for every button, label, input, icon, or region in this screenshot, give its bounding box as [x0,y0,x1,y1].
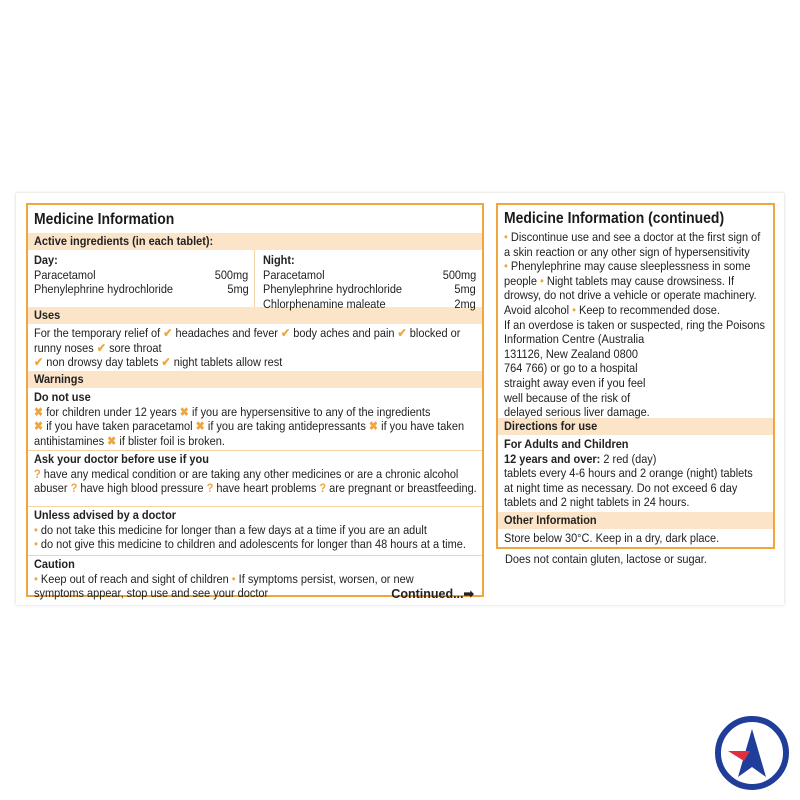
night-label: Night: [263,253,296,267]
ingredient-name: Paracetamol [263,267,326,282]
day-ingredients [28,250,255,307]
text-line: If an overdose is taken or suspected, ring the Poisons [504,317,765,332]
text-line: Information Centre (Australia [504,332,645,347]
warning-line: ✖ for children under 12 years ✖ if you are hypersensitive to any of the ingredients [34,404,431,419]
cross-icon: ✖ [34,419,44,434]
ingredient-name: Chlorphenamine maleate [263,296,387,311]
continued-label: Continued...➡ [391,586,474,601]
uses-line: ✔ non drowsy day tablets ✔ night tablets allow rest [34,355,283,370]
storage-text: Store below 30°C. Keep in a dry, dark place. [504,531,720,545]
cross-icon: ✖ [368,419,379,434]
tick-icon: ✔ [34,355,44,370]
ingredient-dose: 500mg [442,267,476,282]
warning-line: ✖ if you have taken paracetamol ✖ if you are taking antidepressants ✖ if you have taken [34,419,465,434]
ask-line: ? have any medical condition or are taking any other medicines or are a chronic alcohol [34,466,459,481]
caution-line: • Keep out of reach and sight of children • If symptoms persist, worsen, or new [34,571,414,586]
tick-icon: ✔ [397,326,407,340]
question-icon: ? [319,481,327,496]
uses-bar: Uses [28,307,482,324]
ingredient-dose: 5mg [454,282,476,297]
warnings-bar: Warnings [28,371,482,388]
text-line: tablets every 4-6 hours and 2 orange (night) tablets [504,466,753,481]
caution-heading: Caution [34,557,75,571]
unless-advised-section [28,506,482,555]
brand-logo-icon [714,715,790,791]
text-line: well because of the risk of [504,390,631,405]
unless-advised-heading: Unless advised by a doctor [34,508,177,522]
ask-line: abuser ? have high blood pressure ? have heart problems ? are pregnant or breastfeeding. [34,481,477,496]
text-line: tablets and 2 night tablets in 24 hours. [504,495,690,510]
text-line: people • Night tablets may cause drowsiness. If [504,273,735,288]
precautions-text [498,230,773,418]
text-line: • Discontinue use and see a doctor at the first sign of [504,230,761,244]
medicine-info-panel [26,203,484,601]
text-line: at night time as necessary. Do not exceed 6 day [504,480,738,495]
uses-line: For the temporary relief of ✔ headaches and fever ✔ body aches and pain ✔ blocked or [34,326,461,340]
night-ingredients [255,250,482,311]
unless-line: • do not take this medicine for longer than a few days at a time if you are an adult [34,522,427,537]
for-adults-heading: For Adults and Children [504,437,629,451]
tick-icon: ✔ [163,326,173,340]
unless-line: • do not give this medicine to children and adolescents for longer than 48 hours at a time. [34,537,466,552]
text-line: drowsy, do not drive a vehicle or operate machinery. [504,288,757,303]
other-info-section [498,529,773,546]
tick-icon: ✔ [96,340,107,355]
active-ingredients-bar: Active ingredients (in each tablet): [28,233,482,250]
uses-section [28,324,482,371]
continued-panel-title: Medicine Information (continued) [504,210,725,227]
text-line: 764 766) or go to a hospital [504,361,638,376]
other-info-bar: Other Information [498,512,773,529]
ingredient-dose: 500mg [214,267,249,282]
ask-doctor-heading: Ask your doctor before use if you [34,452,209,466]
directions-section [498,435,773,512]
day-label: Day: [34,253,58,267]
text-line: straight away even if you feel [504,375,646,390]
caution-line: symptoms appear, stop use and see your doctor [34,586,269,601]
cross-icon: ✖ [107,433,117,448]
warnings-section [28,388,482,450]
allergen-note: Does not contain gluten, lactose or sugar. [505,552,707,566]
text-line: 131126, New Zealand 0800 [504,346,638,361]
directions-bar: Directions for use [498,418,773,435]
tick-icon: ✔ [161,355,171,370]
do-not-use-heading: Do not use [34,390,91,404]
question-icon: ? [34,466,41,481]
ingredient-name: Phenylephrine hydrochloride [263,282,403,297]
arrow-right-icon: ➡ [463,586,474,601]
caution-section [28,555,482,601]
text-line: delayed serious liver damage. [504,405,650,420]
text-line: Avoid alcohol • Keep to recommended dose. [504,302,720,317]
tick-icon: ✔ [281,326,291,340]
ingredient-name: Phenylephrine hydrochloride [34,282,174,297]
text-line: 12 years and over: 2 red (day) [504,451,657,466]
ask-doctor-section [28,450,482,506]
text-line: • Phenylephrine may cause sleeplessness in some [504,259,751,274]
medicine-info-continued-panel [496,203,775,549]
uses-line: runny noses ✔ sore throat [34,340,162,355]
warning-line: antihistamines ✖ if blister foil is broken. [34,433,225,448]
ingredient-dose: 5mg [227,282,249,297]
text-line: a skin reaction or any other sign of hypersensitivity [504,244,750,259]
cross-icon: ✖ [34,404,44,419]
ingredient-dose: 2mg [454,296,476,311]
panel-title: Medicine Information [34,211,175,228]
cross-icon: ✖ [195,419,205,434]
ingredient-name: Paracetamol [34,267,96,282]
ingredients-table [28,250,482,311]
cross-icon: ✖ [179,404,189,419]
question-icon: ? [70,481,78,496]
question-icon: ? [206,481,214,496]
